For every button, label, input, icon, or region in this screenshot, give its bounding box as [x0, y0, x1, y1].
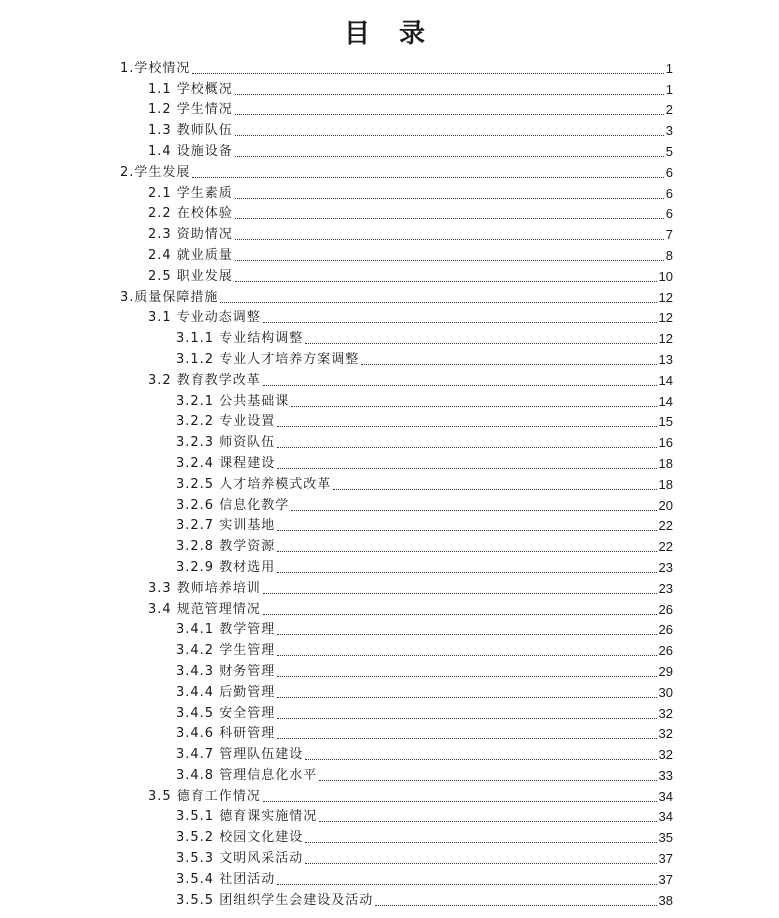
toc-entry[interactable] — [0, 555, 779, 576]
toc-entry[interactable] — [0, 680, 779, 701]
toc-entry-page-number: 5 — [665, 143, 673, 159]
toc-entry-page-number: 32 — [658, 726, 673, 742]
toc-entry-page-number: 34 — [658, 788, 673, 804]
toc-entry[interactable] — [0, 430, 779, 451]
toc-entry-label: 2.3 资助情况 — [148, 227, 233, 243]
toc-dot-leader — [277, 425, 656, 427]
toc-entry-page-number: 13 — [658, 351, 673, 367]
toc-entry-label: 3.4.6 科研管理 — [176, 726, 276, 742]
toc-entry-page-number: 1 — [665, 60, 673, 76]
toc-entry[interactable] — [0, 534, 779, 555]
toc-entry-label: 3.4.7 管理队伍建设 — [176, 747, 304, 763]
toc-entry[interactable] — [0, 160, 779, 181]
toc-entry-label: 3.4.8 管理信息化水平 — [176, 767, 318, 783]
toc-entry[interactable] — [0, 181, 779, 202]
toc-entry-page-number: 33 — [658, 767, 673, 783]
toc-entry-label: 3.2.7 实训基地 — [176, 518, 276, 534]
toc-entry[interactable] — [0, 784, 779, 805]
toc-entry-label: 1.2 学生情况 — [148, 102, 233, 118]
toc-dot-leader — [263, 592, 657, 594]
toc-entry-label: 3.2.3 师资队伍 — [176, 435, 276, 451]
toc-entry[interactable] — [0, 701, 779, 722]
toc-entry-label: 3.4.4 后勤管理 — [176, 684, 276, 700]
toc-entry-page-number: 12 — [658, 310, 673, 326]
toc-entry-page-number: 26 — [658, 622, 673, 638]
table-of-contents — [0, 56, 779, 909]
toc-dot-leader — [192, 176, 663, 178]
toc-entry-page-number: 18 — [658, 455, 673, 471]
toc-dot-leader — [192, 72, 663, 74]
toc-entry[interactable] — [0, 98, 779, 119]
toc-dot-leader — [277, 633, 656, 635]
toc-entry-label: 3.2.2 专业设置 — [176, 414, 276, 430]
toc-dot-leader — [277, 675, 656, 677]
toc-entry-label: 3.4.1 教学管理 — [176, 622, 276, 638]
toc-dot-leader — [235, 238, 664, 240]
toc-entry-label: 1.3 教师队伍 — [148, 123, 233, 139]
toc-entry-label: 2.4 就业质量 — [148, 247, 233, 263]
toc-entry[interactable] — [0, 493, 779, 514]
toc-entry[interactable] — [0, 514, 779, 535]
toc-entry-page-number: 14 — [658, 393, 673, 409]
toc-entry-label: 3.2.9 教材选用 — [176, 559, 276, 575]
toc-entry-page-number: 1 — [665, 81, 673, 97]
toc-entry-page-number: 29 — [658, 663, 673, 679]
toc-dot-leader — [235, 113, 664, 115]
toc-entry-label: 3.1 专业动态调整 — [148, 310, 261, 326]
toc-entry-label: 3.1.2 专业人才培养方案调整 — [176, 351, 360, 367]
toc-entry[interactable] — [0, 347, 779, 368]
toc-entry[interactable] — [0, 77, 779, 98]
toc-entry-page-number: 15 — [658, 414, 673, 430]
toc-entry-label: 3.2 教育教学改革 — [148, 372, 261, 388]
toc-dot-leader — [361, 363, 656, 365]
toc-entry-page-number: 37 — [658, 871, 673, 887]
toc-entry-label: 2.5 职业发展 — [148, 268, 233, 284]
toc-entry[interactable] — [0, 597, 779, 618]
toc-entry-page-number: 12 — [658, 289, 673, 305]
toc-entry[interactable] — [0, 368, 779, 389]
toc-entry[interactable] — [0, 722, 779, 743]
toc-entry-page-number: 37 — [658, 851, 673, 867]
toc-entry-label: 2.1 学生素质 — [148, 185, 233, 201]
toc-entry[interactable] — [0, 472, 779, 493]
toc-entry[interactable] — [0, 825, 779, 846]
toc-entry[interactable] — [0, 202, 779, 223]
toc-entry[interactable] — [0, 867, 779, 888]
toc-dot-leader — [305, 758, 656, 760]
toc-dot-leader — [235, 259, 664, 261]
toc-entry[interactable] — [0, 888, 779, 909]
toc-dot-leader — [263, 613, 657, 615]
toc-entry[interactable] — [0, 451, 779, 472]
toc-dot-leader — [319, 820, 656, 822]
toc-entry-label: 3.5.3 文明风采活动 — [176, 851, 304, 867]
toc-entry-label: 3.4.5 安全管理 — [176, 705, 276, 721]
toc-entry-page-number: 35 — [658, 830, 673, 846]
toc-entry[interactable] — [0, 805, 779, 826]
toc-entry-page-number: 30 — [658, 684, 673, 700]
toc-entry-label: 3.5 德育工作情况 — [148, 788, 261, 804]
toc-entry-label: 1.1 学校概况 — [148, 81, 233, 97]
toc-entry-page-number: 23 — [658, 559, 673, 575]
toc-entry-page-number: 2 — [665, 102, 673, 118]
toc-entry[interactable] — [0, 264, 779, 285]
toc-entry-page-number: 10 — [658, 268, 673, 284]
toc-entry-page-number: 20 — [658, 497, 673, 513]
toc-dot-leader — [235, 217, 664, 219]
toc-entry-label: 3.2.5 人才培养模式改革 — [176, 476, 332, 492]
toc-dot-leader — [220, 301, 656, 303]
toc-entry-label: 3.2.4 课程建设 — [176, 455, 276, 471]
toc-entry-page-number: 18 — [658, 476, 673, 492]
toc-entry-page-number: 7 — [665, 227, 673, 243]
toc-dot-leader — [277, 737, 656, 739]
toc-dot-leader — [235, 93, 664, 95]
toc-dot-leader — [277, 717, 656, 719]
toc-entry-label: 3.1.1 专业结构调整 — [176, 331, 304, 347]
toc-entry-page-number: 26 — [658, 601, 673, 617]
toc-entry-page-number: 38 — [658, 892, 673, 908]
toc-entry[interactable] — [0, 846, 779, 867]
toc-dot-leader — [277, 696, 656, 698]
toc-entry-page-number: 34 — [658, 809, 673, 825]
toc-entry-label: 3.5.1 德育课实施情况 — [176, 809, 318, 825]
toc-entry-label: 3.2.6 信息化教学 — [176, 497, 290, 513]
toc-dot-leader — [277, 571, 656, 573]
toc-entry-page-number: 22 — [658, 518, 673, 534]
toc-entry[interactable] — [0, 638, 779, 659]
toc-entry-page-number: 8 — [665, 247, 673, 263]
toc-dot-leader — [235, 197, 664, 199]
toc-entry-label: 3.4.2 学生管理 — [176, 643, 276, 659]
toc-entry-page-number: 32 — [658, 747, 673, 763]
toc-entry-page-number: 32 — [658, 705, 673, 721]
toc-dot-leader — [277, 529, 656, 531]
toc-entry-label: 1.学校情况 — [120, 60, 191, 76]
toc-entry[interactable] — [0, 389, 779, 410]
toc-entry[interactable] — [0, 285, 779, 306]
toc-entry-label: 2.2 在校体验 — [148, 206, 233, 222]
toc-entry-label: 3.5.5 团组织学生会建设及活动 — [176, 892, 374, 908]
toc-entry-page-number: 26 — [658, 643, 673, 659]
toc-entry-label: 1.4 设施设备 — [148, 143, 233, 159]
toc-entry[interactable] — [0, 763, 779, 784]
toc-entry-label: 3.4 规范管理情况 — [148, 601, 261, 617]
toc-entry-label: 3.2.1 公共基础课 — [176, 393, 290, 409]
toc-entry-page-number: 3 — [665, 123, 673, 139]
toc-entry[interactable] — [0, 618, 779, 639]
toc-entry-page-number: 22 — [658, 539, 673, 555]
toc-entry[interactable] — [0, 742, 779, 763]
toc-entry[interactable] — [0, 139, 779, 160]
toc-dot-leader — [235, 155, 664, 157]
toc-entry-page-number: 6 — [665, 164, 673, 180]
toc-entry-label: 3.5.2 校园文化建设 — [176, 830, 304, 846]
toc-entry[interactable] — [0, 243, 779, 264]
toc-dot-leader — [305, 862, 656, 864]
toc-dot-leader — [291, 405, 656, 407]
page-title: 目 录 — [343, 19, 436, 50]
toc-entry[interactable] — [0, 306, 779, 327]
toc-entry-page-number: 23 — [658, 580, 673, 596]
toc-entry[interactable] — [0, 222, 779, 243]
toc-dot-leader — [263, 800, 657, 802]
toc-dot-leader — [375, 904, 656, 906]
toc-dot-leader — [277, 550, 656, 552]
toc-dot-leader — [305, 841, 656, 843]
toc-entry[interactable] — [0, 118, 779, 139]
toc-dot-leader — [277, 467, 656, 469]
toc-entry[interactable] — [0, 410, 779, 431]
toc-entry-page-number: 12 — [658, 331, 673, 347]
toc-entry-page-number: 16 — [658, 435, 673, 451]
toc-entry-page-number: 14 — [658, 372, 673, 388]
toc-entry-label: 2.学生发展 — [120, 164, 191, 180]
toc-dot-leader — [305, 342, 656, 344]
toc-entry-label: 3.质量保障措施 — [120, 289, 219, 305]
toc-dot-leader — [263, 384, 657, 386]
toc-dot-leader — [319, 779, 656, 781]
toc-entry[interactable] — [0, 326, 779, 347]
toc-entry-label: 3.2.8 教学资源 — [176, 539, 276, 555]
toc-dot-leader — [277, 654, 656, 656]
toc-dot-leader — [277, 883, 656, 885]
toc-entry-page-number: 6 — [665, 206, 673, 222]
toc-dot-leader — [277, 446, 656, 448]
toc-dot-leader — [333, 488, 656, 490]
toc-entry[interactable] — [0, 659, 779, 680]
toc-entry[interactable] — [0, 56, 779, 77]
toc-dot-leader — [263, 321, 657, 323]
toc-entry-label: 3.3 教师培养培训 — [148, 580, 261, 596]
toc-entry-label: 3.4.3 财务管理 — [176, 663, 276, 679]
toc-dot-leader — [235, 280, 657, 282]
toc-dot-leader — [235, 134, 664, 136]
toc-entry[interactable] — [0, 576, 779, 597]
toc-entry-label: 3.5.4 社团活动 — [176, 871, 276, 887]
toc-entry-page-number: 6 — [665, 185, 673, 201]
toc-dot-leader — [291, 509, 656, 511]
